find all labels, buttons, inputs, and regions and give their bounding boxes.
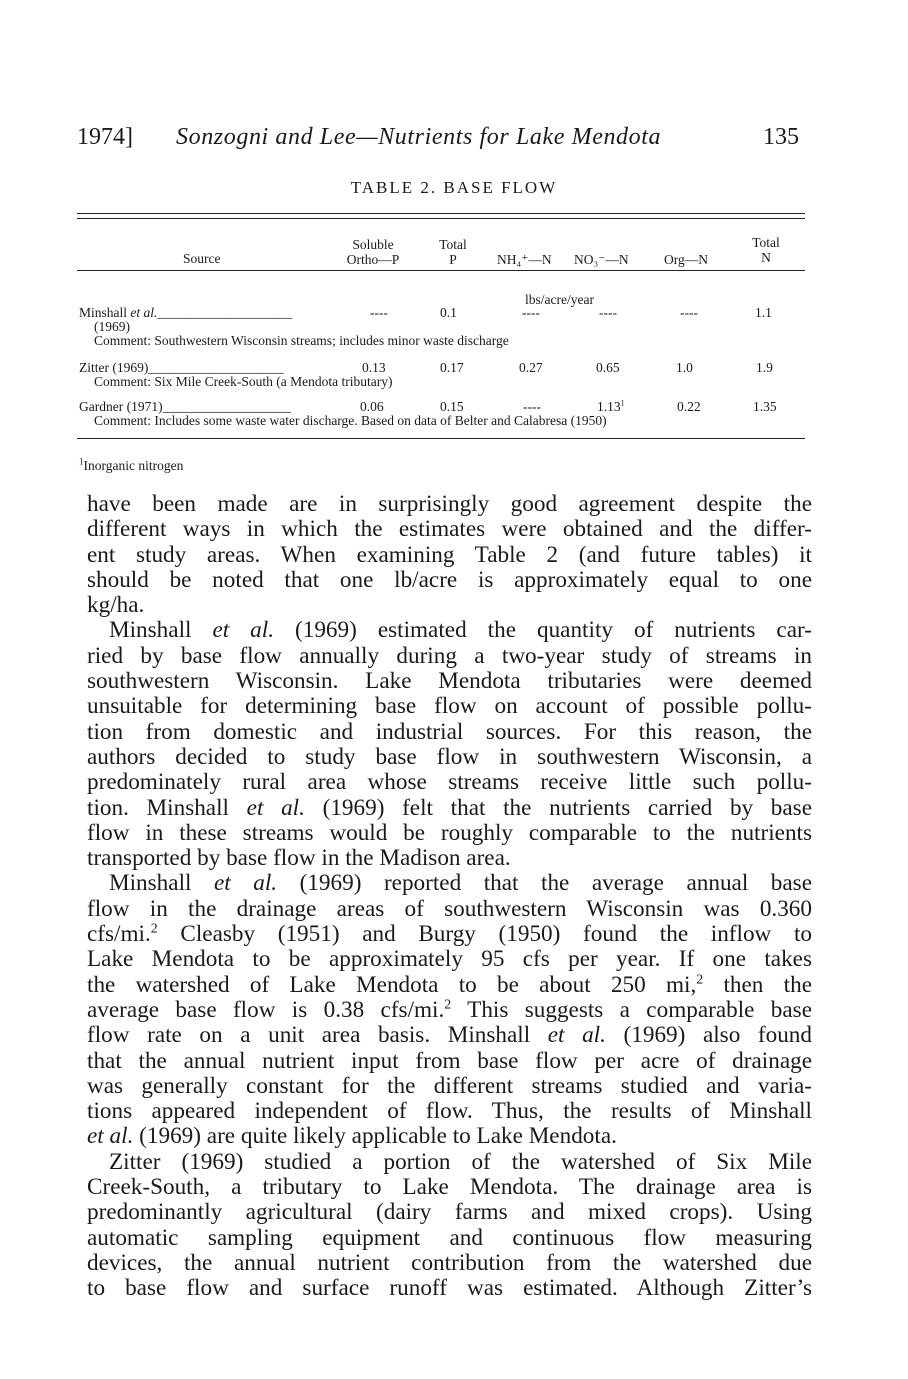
body-text (87, 492, 812, 1302)
col-header-total-p (428, 237, 478, 267)
col-header-no3: NO₃⁻—N (574, 252, 629, 267)
p3-text: (1969) are quite likely applicable to Lake Mendota. (133, 1123, 617, 1150)
p1-line: should be noted that one lb/acre is approximately equal to one (87, 566, 812, 593)
p2-line: transported by base flow in the Madison area. (87, 845, 511, 872)
p3-line (109, 871, 812, 896)
p3-text: (1969) reported that the average annual base (277, 870, 812, 897)
paragraph-4-cont (87, 1175, 812, 1301)
table-footnote (79, 458, 183, 474)
row1-year: (1969) (94, 319, 130, 334)
p4-line: Zitter (1969) studied a portion of the watershed of Six Mile (109, 1148, 812, 1175)
row2-total-p: 0.17 (440, 360, 464, 375)
header-year: 1974] (77, 124, 133, 150)
p3-text: the watershed of Lake Mendota to be about 250 mi, (87, 971, 697, 998)
footnote-text: Inorganic nitrogen (83, 458, 184, 473)
running-title: Sonzogni and Lee—Nutrients for Lake Mendota (176, 124, 662, 150)
row3-source: Gardner (1971)___________________ (79, 399, 291, 414)
p3-line (87, 998, 812, 1023)
p3-line: flow in the drainage areas of southwestern Wisconsin was 0.360 (87, 895, 812, 922)
p3-text: This suggests a comparable base (451, 996, 812, 1023)
col-header-soluble-line2: Ortho—P (346, 252, 400, 267)
table-top-rule (77, 213, 805, 214)
footnote-mark: 1 (79, 456, 84, 467)
row3-orgn: 0.22 (677, 399, 701, 414)
p3-text: average base flow is 0.38 cfs/mi. (87, 996, 445, 1023)
row2-source: Zitter (1969)____________________ (79, 360, 284, 375)
row2-nh4: 0.27 (519, 360, 543, 375)
row1-no3: ---- (599, 305, 617, 320)
p4-line: predominantly agricultural (dairy farms and mixed crops). Using (87, 1199, 812, 1226)
col-header-soluble-line1: Soluble (352, 237, 394, 252)
row2-total-n: 1.9 (756, 360, 773, 375)
col-header-total-n (740, 235, 792, 265)
paragraph-2 (109, 618, 812, 643)
col-header-nh4: NH₄⁺—N (497, 252, 552, 267)
paragraph-3-cont (87, 897, 812, 1150)
p3-etal: et al. (87, 1123, 134, 1150)
col-header-total-p-line1: Total (439, 237, 467, 252)
p4-line: automatic sampling equipment and continuous flow measuring (87, 1224, 812, 1251)
p3-line: tions appeared independent of flow. Thus, the results of Minshall (87, 1098, 812, 1125)
p3-line: was generally constant for the different streams studied and varia- (87, 1072, 812, 1099)
row1-etal: et al. (130, 305, 158, 320)
p4-line: devices, the annual nutrient contribution from the watershed due (87, 1249, 812, 1276)
p2-line: unsuitable for determining base flow on account of possible pollu- (87, 693, 812, 720)
row2-comment: Comment: Six Mile Creek-South (a Mendota tributary) (94, 374, 393, 389)
p3-etal: et al. (213, 870, 278, 897)
p3-text: (1969) also found (605, 1022, 812, 1049)
p3-text: flow rate on a unit area basis. Minshall (87, 1022, 548, 1049)
p3-line: that the annual nutrient input from base flow per acre of drainage (87, 1047, 812, 1074)
col-header-soluble-orthop (330, 237, 416, 267)
row3-total-p: 0.15 (440, 399, 464, 414)
p3-text: Minshall (109, 870, 214, 897)
row3-comment: Comment: Includes some waste water discharge. Based on data of Belter and Calabresa (1950) (94, 413, 607, 428)
p3-etal: et al. (547, 1022, 606, 1049)
paragraph-2-cont (87, 644, 812, 872)
p3-sup: 2 (696, 971, 704, 987)
p2-text: (1969) felt that the nutrients carried by base (304, 794, 812, 821)
paragraph-4 (109, 1150, 812, 1175)
p1-line: kg/ha. (87, 592, 145, 619)
table-title: TABLE 2. BASE FLOW (350, 178, 558, 197)
col-header-orgn: Org—N (664, 252, 709, 267)
p2-text: tion. Minshall (87, 794, 247, 821)
p2-line: flow in these streams would be roughly comparable to the nutrients (87, 819, 812, 846)
p3-line (87, 1124, 812, 1149)
p3-text: then the (703, 971, 812, 998)
p1-line: different ways in which the estimates were obtained and the differ- (87, 516, 812, 543)
paragraph-3 (109, 871, 812, 896)
paragraph-1 (87, 492, 812, 618)
page-number: 135 (763, 124, 799, 150)
p2-etal: et al. (212, 617, 275, 644)
p2-etal: et al. (246, 794, 305, 821)
row1-total-p: 0.1 (440, 305, 457, 320)
row3-total-n: 1.35 (753, 399, 777, 414)
p2-line (87, 796, 812, 821)
p4-line: Creek-South, a tributary to Lake Mendota. The drainage area is (87, 1174, 812, 1201)
p3-line (87, 922, 812, 947)
row2-no3: 0.65 (596, 360, 620, 375)
p3-text: Cleasby (1951) and Burgy (1950) found the inflow to (157, 921, 812, 948)
p2-text: (1969) estimated the quantity of nutrients car- (274, 617, 812, 644)
row1-nh4: ---- (522, 305, 540, 320)
p2-line: authors decided to study base flow in southwestern Wisconsin, a (87, 743, 812, 770)
row3-soluble-orthop: 0.06 (360, 399, 384, 414)
row3-nh4: ---- (523, 399, 541, 414)
table-header-rule (77, 270, 805, 271)
p3-line (87, 1023, 812, 1048)
table-top-rule-2 (77, 218, 805, 219)
p4-line: to base flow and surface runoff was estimated. Although Zitter’s (87, 1275, 812, 1302)
p2-line: southwestern Wisconsin. Lake Mendota tributaries were deemed (87, 668, 812, 695)
p2-line: predominately rural area whose streams receive little such pollu- (87, 769, 812, 796)
row1-orgn: ---- (680, 305, 698, 320)
row1-author: Minshall (79, 305, 131, 320)
row1-total-n: 1.1 (755, 305, 772, 320)
row1-comment: Comment: Southwestern Wisconsin streams; includes minor waste discharge (94, 333, 509, 348)
p2-line (109, 618, 812, 643)
p3-sup: 2 (444, 997, 452, 1013)
p3-text: cfs/mi. (87, 921, 151, 948)
col-header-total-n-line2: N (761, 250, 771, 265)
col-header-total-p-line2: P (449, 252, 457, 267)
row1-soluble-orthop: ---- (370, 305, 388, 320)
p2-line: tion from domestic and industrial sources. For this reason, the (87, 718, 812, 745)
p3-sup: 2 (150, 921, 158, 937)
p3-line: Lake Mendota to be approximately 95 cfs per year. If one takes (87, 946, 812, 973)
table-units: lbs/acre/year (525, 292, 594, 307)
row3-no3-value: 1.13 (597, 399, 621, 414)
p1-line: have been made are in surprisingly good agreement despite the (87, 491, 812, 517)
row1-leader: ____________________ (157, 305, 293, 320)
p3-line (87, 973, 812, 998)
col-header-total-n-line1: Total (752, 235, 780, 250)
table-bottom-rule (77, 438, 805, 439)
col-header-source: Source (183, 251, 221, 266)
p2-line: ried by base flow annually during a two-year study of streams in (87, 642, 812, 669)
row2-orgn: 1.0 (676, 360, 693, 375)
p2-text: Minshall (109, 617, 213, 644)
p1-line: ent study areas. When examining Table 2 (and future tables) it (87, 541, 812, 568)
row2-soluble-orthop: 0.13 (362, 360, 386, 375)
row3-no3-footnote-mark: 1 (620, 398, 625, 408)
